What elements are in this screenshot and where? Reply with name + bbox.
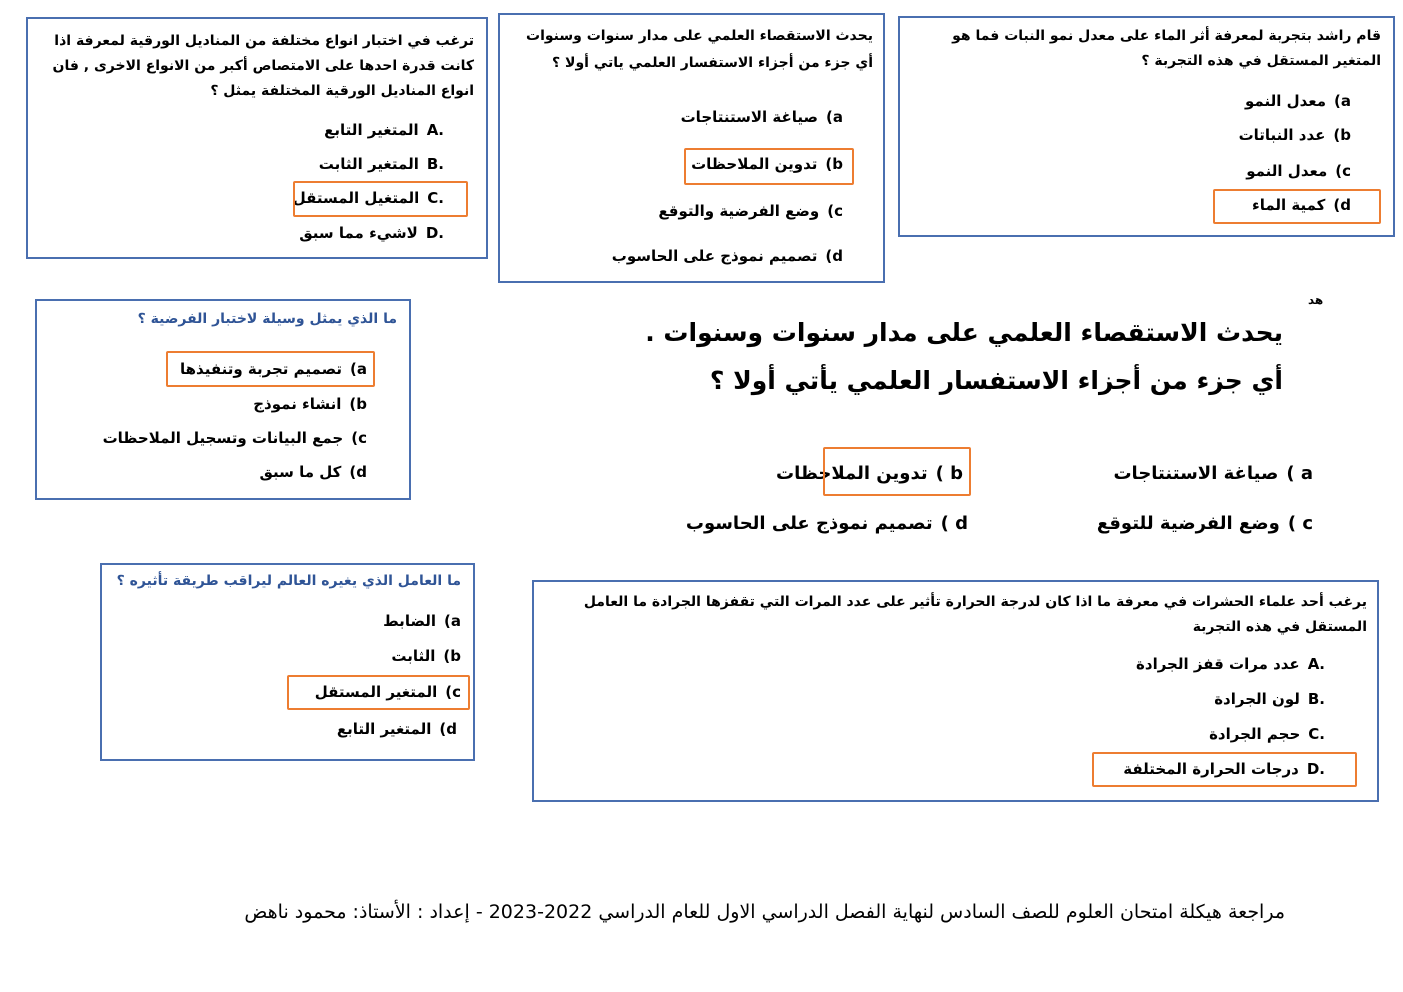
option-d: d)تصميم نموذج على الحاسوب <box>611 247 843 265</box>
option-b: .Bالمتغير الثابت <box>318 155 444 173</box>
option-c: .Cحجم الجرادة <box>1209 725 1325 743</box>
option-c: .Cالمتغيل المستقل <box>292 189 444 207</box>
answer-highlight <box>287 675 470 710</box>
center-option-b: b )تدوين الملاحظات <box>776 463 963 484</box>
option-c: c)جمع البيانات وتسجيل الملاحظات <box>102 429 367 447</box>
option-d: .Dدرجات الحرارة المختلفة <box>1123 760 1325 778</box>
question-box-water-plant <box>898 16 1395 237</box>
footer-text: مراجعة هيكلة امتحان العلوم للصف السادس لنهاية الفصل الدراسي الاول للعام الدراسي 2022-2023 - إعداد : الأستاذ: محمود ناهض <box>244 901 1285 923</box>
question-box-inquiry <box>498 13 885 283</box>
option-c: c)وضع الفرضية والتوقع <box>658 202 843 220</box>
answer-highlight <box>293 181 468 217</box>
answer-highlight <box>1213 189 1381 224</box>
option-c: c)معدل النمو <box>1246 162 1351 180</box>
question-text: ترغب في اختبار انواع مختلفة من المناديل الورقية لمعرفة اذا كانت قدرة احدها على الامتصاص أكبر من الانواع الاخرى , فان انواع المناديل الورقية المختلفة يمثل ؟ <box>52 33 474 99</box>
question-text: ما العامل الذي يغيره العالم ليراقب طريقة تأثيره ؟ <box>116 573 461 589</box>
question-box-tissues <box>26 17 488 259</box>
center-question-line-1: يحدث الاستقصاء العلمي على مدار سنوات وسنوات . <box>645 318 1283 347</box>
center-option-c: c )وضع الفرضية للتوقع <box>1096 513 1313 534</box>
option-a: a)الضابط <box>383 612 461 630</box>
center-option-a: a )صياغة الاستنتاجات <box>1113 463 1313 484</box>
option-d: d)كل ما سبق <box>259 463 367 481</box>
question-text: ما الذي يمثل وسيلة لاختبار الفرضية ؟ <box>137 311 397 327</box>
option-a: a)تصميم تجربة وتنفيذها <box>180 360 367 378</box>
question-box-locust <box>532 580 1379 802</box>
corner-mark: ﻫﺪ <box>1308 293 1324 307</box>
question-text: قام راشد بتجربة لمعرفة أثر الماء على معدل نمو النبات فما هو المتغير المستقل في هذه التجربة ؟ <box>952 28 1381 69</box>
option-d: .Dلاشيء مما سبق <box>299 224 444 242</box>
option-c: c)المتغير المستقل <box>314 683 461 701</box>
answer-highlight <box>1092 752 1357 787</box>
option-b: b)عدد النباتات <box>1238 126 1351 144</box>
center-answer-highlight <box>823 447 971 496</box>
option-b: b)الثابت <box>391 647 461 665</box>
option-b: b)انشاء نموذج <box>253 395 367 413</box>
center-question-line-2: أي جزء من أجزاء الاستفسار العلمي يأتي أولا ؟ <box>709 366 1283 395</box>
option-b: .Bلون الجرادة <box>1214 690 1325 708</box>
question-box-variable <box>100 563 475 761</box>
option-a: .Aالمتغير التابع <box>324 121 444 139</box>
option-b: b)تدوين الملاحظات <box>691 155 843 173</box>
answer-highlight <box>684 148 854 185</box>
option-a: a)معدل النمو <box>1245 92 1351 110</box>
option-a: a)صياغة الاستنتاجات <box>680 108 843 126</box>
answer-highlight <box>166 351 375 387</box>
option-d: d)كمية الماء <box>1252 196 1351 214</box>
option-d: d)المتغير التابع <box>336 720 457 738</box>
question-text: يحدث الاستقصاء العلمي على مدار سنوات وسنوات أي جزء من أجزاء الاستفسار العلمي ياتي أولا ؟ <box>526 28 873 71</box>
center-option-d: d )تصميم نموذج على الحاسوب <box>685 513 968 534</box>
question-box-hypothesis <box>35 299 411 500</box>
option-a: .Aعدد مرات قفز الجرادة <box>1136 655 1325 673</box>
question-text: يرغب أحد علماء الحشرات في معرفة ما اذا كان لدرجة الحرارة تأثير على عدد المرات التي تقفزها الجرادة ما العامل المستقل في هذه التجربة <box>583 594 1367 635</box>
